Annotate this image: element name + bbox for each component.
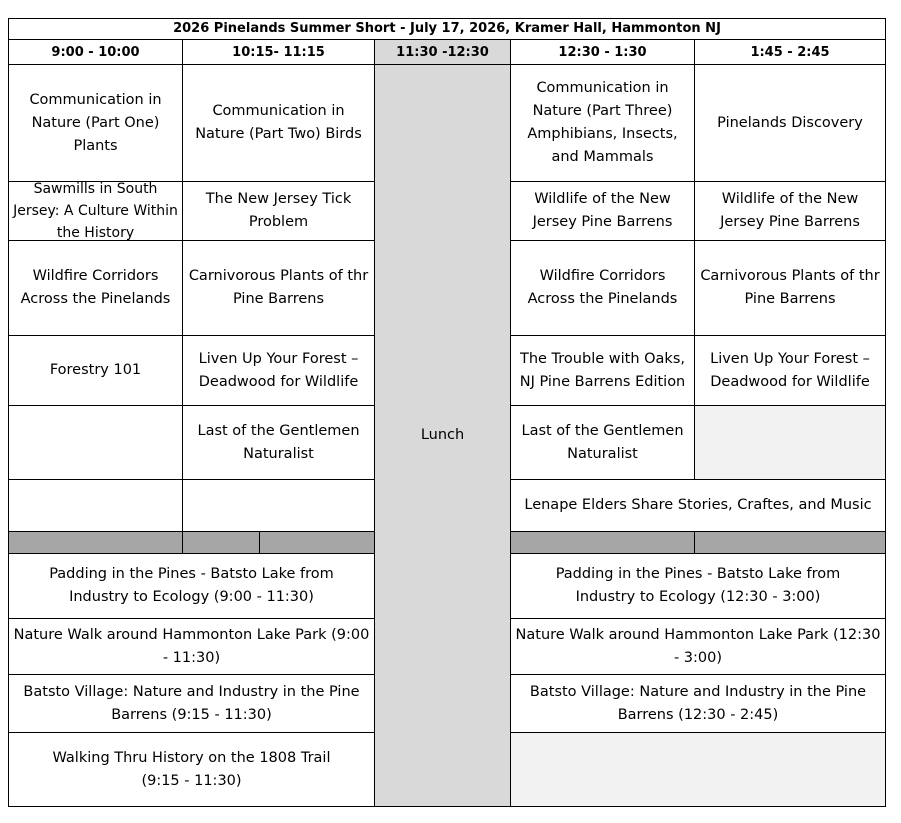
empty-cell — [510, 732, 886, 807]
session-title: Wildfire Corridors Across the Pinelands — [20, 268, 171, 307]
divider-cell — [259, 531, 375, 554]
session-cell — [182, 240, 375, 336]
session-cell — [510, 240, 695, 336]
session-title: Sawmills in South Jersey: A Culture Within the History — [13, 181, 178, 241]
session-title: Last of the Gentlemen Naturalist — [521, 422, 684, 462]
session-cell — [182, 405, 375, 480]
time-slot-header-5 — [694, 39, 886, 65]
time-slot-header-3 — [374, 39, 511, 65]
session-title: Lenape Elders Share Stories, Craftes, and Music — [524, 497, 872, 513]
time-slot-label: 11:30 -12:30 — [396, 45, 489, 60]
session-title: Nature Walk around Hammonton Lake Park (9:00 - 11:30) — [13, 626, 370, 666]
time-slot-label: 1:45 - 2:45 — [750, 45, 830, 60]
session-title: Wildlife of the New Jersey Pine Barrens — [532, 191, 673, 230]
session-title: Pinelands Discovery — [717, 114, 863, 131]
time-slot-label: 9:00 - 10:00 — [51, 45, 140, 60]
divider-cell — [182, 531, 260, 554]
session-cell — [8, 64, 183, 182]
lunch-column — [374, 64, 511, 807]
session-title: Liven Up Your Forest – Deadwood for Wildlife — [710, 350, 870, 390]
session-cell — [694, 240, 886, 336]
session-title: The Trouble with Oaks, NJ Pine Barrens Edition — [519, 350, 686, 390]
session-title: The New Jersey Tick Problem — [205, 191, 352, 230]
long-session-cell — [510, 553, 886, 619]
session-title: Forestry 101 — [49, 362, 142, 378]
session-cell — [182, 64, 375, 182]
session-title: Batsto Village: Nature and Industry in the Pine Barrens (12:30 - 2:45) — [529, 683, 867, 723]
empty-cell — [694, 405, 886, 480]
session-title: Carnivorous Plants of thr Pine Barrens — [188, 268, 369, 307]
session-title: Communication in Nature (Part Two) Birds — [195, 103, 362, 142]
session-cell — [182, 335, 375, 406]
empty-cell — [8, 479, 183, 532]
session-title: Wildlife of the New Jersey Pine Barrens — [720, 191, 860, 230]
long-session-cell — [8, 674, 375, 733]
session-cell — [8, 335, 183, 406]
empty-cell — [8, 405, 183, 480]
session-title: Communication in Nature (Part One) Plants — [29, 91, 162, 154]
session-title: Batsto Village: Nature and Industry in the Pine Barrens (9:15 - 11:30) — [23, 683, 360, 723]
session-title: Wildfire Corridors Across the Pinelands — [527, 268, 678, 307]
session-cell — [510, 479, 886, 532]
long-session-cell — [8, 732, 375, 807]
session-cell — [510, 405, 695, 480]
session-cell — [510, 335, 695, 406]
divider-cell — [694, 531, 886, 554]
session-title: Communication in Nature (Part Three) Amphibians, Insects, and Mammals — [527, 80, 678, 165]
long-session-cell — [510, 618, 886, 675]
session-cell — [510, 181, 695, 241]
session-title: Carnivorous Plants of thr Pine Barrens — [700, 268, 880, 307]
session-title: Liven Up Your Forest – Deadwood for Wildlife — [198, 350, 359, 390]
empty-cell — [182, 479, 375, 532]
session-cell — [510, 64, 695, 182]
divider-cell — [510, 531, 695, 554]
lunch-label: Lunch — [420, 427, 465, 443]
session-cell — [182, 181, 375, 241]
session-title: Nature Walk around Hammonton Lake Park (12:30 - 3:00) — [515, 626, 881, 666]
session-title: Last of the Gentlemen Naturalist — [197, 422, 360, 462]
long-session-cell — [8, 553, 375, 619]
time-slot-label: 12:30 - 1:30 — [558, 45, 647, 60]
session-cell — [694, 64, 886, 182]
title-text: 2026 Pinelands Summer Short - July 17, 2026, Kramer Hall, Hammonton NJ — [173, 21, 721, 36]
session-cell — [8, 181, 183, 241]
time-slot-label: 10:15- 11:15 — [232, 45, 325, 60]
long-session-cell — [510, 674, 886, 733]
session-title: Walking Thru History on the 1808 Trail (9:15 - 11:30) — [52, 749, 331, 789]
page-title — [8, 18, 886, 40]
session-title: Padding in the Pines - Batsto Lake from Industry to Ecology (12:30 - 3:00) — [555, 566, 841, 605]
time-slot-header-2 — [182, 39, 375, 65]
session-title: Padding in the Pines - Batsto Lake from Industry to Ecology (9:00 - 11:30) — [49, 566, 334, 605]
long-session-cell — [8, 618, 375, 675]
session-cell — [8, 240, 183, 336]
divider-cell — [8, 531, 183, 554]
time-slot-header-4 — [510, 39, 695, 65]
session-cell — [694, 181, 886, 241]
time-slot-header-1 — [8, 39, 183, 65]
session-cell — [694, 335, 886, 406]
